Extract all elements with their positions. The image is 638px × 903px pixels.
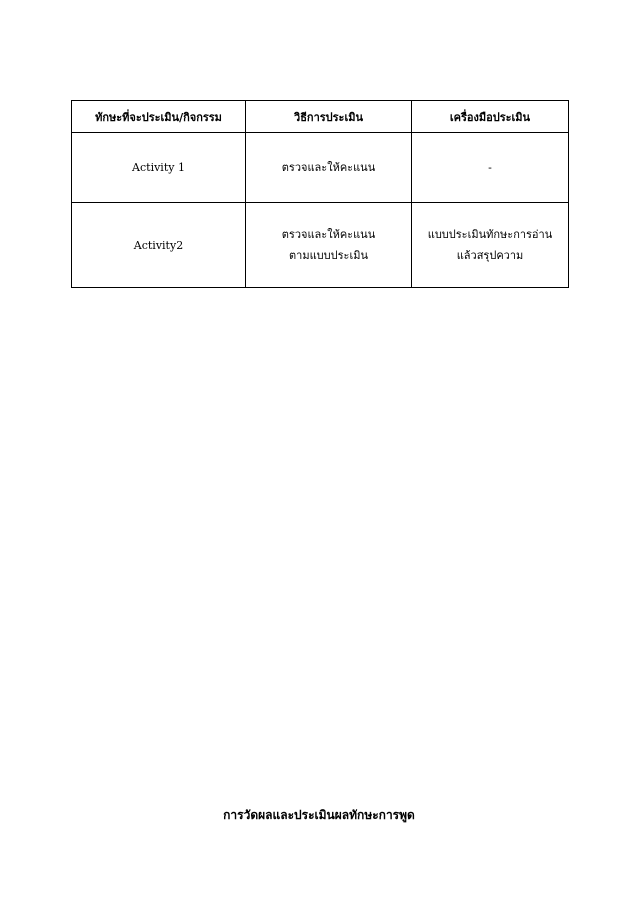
activity-cell: Activity 1: [72, 133, 246, 203]
table-row: [72, 203, 569, 288]
section-heading: การวัดผลและประเมินผลทักษะการพูด: [223, 808, 415, 822]
method-cell: [246, 133, 412, 203]
table-row: [72, 133, 569, 203]
header-tool: เครื่องมือประเมิน: [412, 101, 569, 133]
tool-line: แล้วสรุปความ: [456, 249, 524, 262]
activity-cell: Activity2: [72, 203, 246, 288]
tool-cell: [412, 133, 569, 203]
method-line: ตามแบบประเมิน: [289, 249, 368, 262]
tool-cell: [412, 203, 569, 288]
method-line: ตรวจและให้คะแนน: [281, 161, 376, 174]
tool-line: แบบประเมินทักษะการอ่าน: [427, 228, 553, 241]
header-method: วิธีการประเมิน: [246, 101, 412, 133]
method-cell: [246, 203, 412, 288]
tool-line: -: [488, 161, 492, 174]
table-header-row: [72, 101, 569, 133]
method-line: ตรวจและให้คะแนน: [281, 228, 376, 241]
header-skill-activity: ทักษะที่จะประเมิน/กิจกรรม: [72, 101, 246, 133]
evaluation-table: [71, 100, 569, 288]
